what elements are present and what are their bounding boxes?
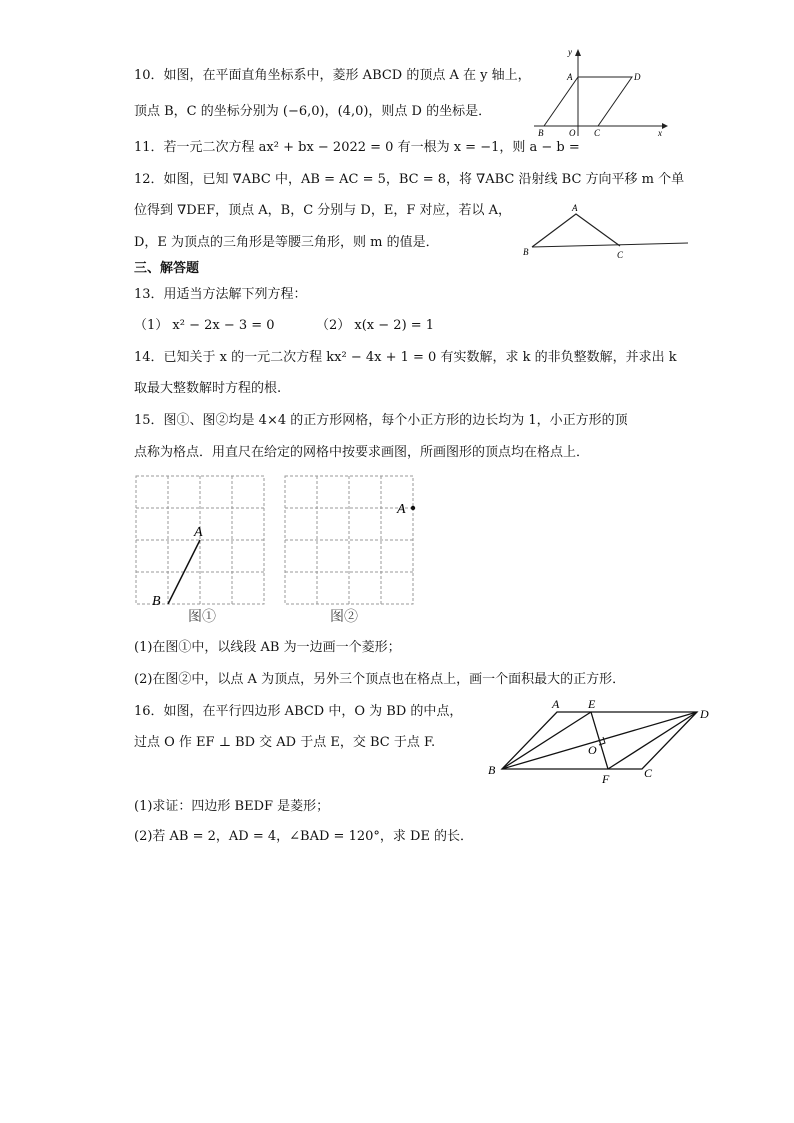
label-y: y (568, 47, 572, 57)
q12-line-2: 位得到 ∇DEF，顶点 A，B，C 分别与 D，E，F 对应，若以 A， (134, 203, 512, 218)
q12-line-3: D，E 为顶点的三角形是等腰三角形，则 m 的值是． (134, 235, 439, 250)
q13-stem: 13．用适当方法解下列方程： (134, 287, 307, 302)
label-b: B (538, 128, 544, 138)
q15-part-2: (2)在图②中，以点 A 为顶点，另外三个顶点也在格点上，画一个面积最大的正方形． (134, 672, 626, 687)
segment-be (502, 712, 591, 769)
y-axis-arrow (575, 49, 581, 56)
label-b: B (488, 763, 496, 777)
q16-line-2: 过点 O 作 EF ⊥ BD 交 AD 于点 E，交 BC 于点 F. (134, 735, 436, 750)
fig1-label-b: B (152, 594, 161, 609)
label-f: F (602, 772, 610, 786)
fig1-label-a: A (194, 525, 203, 540)
label-e: E (588, 697, 596, 711)
segment-ef (591, 712, 608, 769)
q14-line-2: 取最大整数解时方程的根. (134, 381, 282, 396)
label-c: C (594, 128, 601, 138)
q14-line-1: 14．已知关于 x 的一元二次方程 kx² − 4x + 1 = 0 有实数解，求 k 的非负整数解，并求出 k (134, 350, 677, 365)
label-a: A (552, 697, 560, 711)
label-b: B (523, 247, 529, 257)
q16-part-1: (1)求证：四边形 BEDF 是菱形； (134, 799, 330, 814)
q10-line-1: 10．如图，在平面直角坐标系中，菱形 ABCD 的顶点 A 在 y 轴上， (134, 68, 531, 83)
section-heading: 三、解答题 (134, 261, 200, 276)
ray-bc (532, 243, 688, 247)
q10-line-2: 顶点 B，C 的坐标分别为 (−6,0)，(4,0)，则点 D 的坐标是． (134, 104, 492, 119)
fig2-point-a (411, 506, 415, 510)
q12-triangle-figure (520, 200, 692, 262)
q12-line-1: 12．如图，已知 ∇ABC 中，AB = AC = 5，BC = 8，将 ∇ABC 沿射线 BC 方向平移 m 个单 (134, 172, 685, 187)
label-d: D (634, 72, 641, 82)
label-a: A (572, 203, 578, 213)
fig2-caption: 图② (330, 610, 358, 625)
label-a: A (567, 72, 573, 82)
q15-line-1: 15．图①、图②均是 4×4 的正方形网格，每个小正方形的边长均为 1，小正方形的顶 (134, 413, 628, 428)
q13-part-2: （2） x(x − 2) = 1 (316, 318, 435, 333)
grid-2 (285, 476, 413, 604)
fig2-label-a: A (397, 502, 406, 517)
q15-line-2: 点称为格点．用直尺在给定的网格中按要求画图，所画图形的顶点均在格点上． (134, 445, 590, 460)
rhombus-abcd (544, 77, 632, 126)
q16-line-1: 16．如图，在平行四边形 ABCD 中，O 为 BD 的中点， (134, 704, 463, 719)
q16-parallelogram-figure (484, 694, 720, 788)
label-c: C (644, 766, 653, 780)
label-o: O (569, 128, 576, 138)
q10-coordinate-figure (530, 46, 670, 138)
q11-line: 11．若一元二次方程 ax² + bx − 2022 = 0 有一根为 x = −1，则 a − b = (134, 140, 580, 155)
label-x: x (658, 128, 662, 138)
segment-df (608, 712, 697, 769)
q15-part-1: (1)在图①中，以线段 AB 为一边画一个菱形； (134, 640, 401, 655)
label-d: D (700, 707, 709, 721)
label-c: C (617, 250, 624, 260)
fig1-caption: 图① (188, 610, 216, 625)
q13-part-1: （1） x² − 2x − 3 = 0 (134, 318, 275, 333)
q15-grid-figures (130, 470, 430, 630)
label-o: O (588, 743, 597, 757)
x-axis-arrow (662, 123, 668, 129)
triangle-abc (532, 214, 620, 247)
q16-part-2: (2)若 AB = 2，AD = 4，∠BAD = 120°，求 DE 的长． (134, 829, 474, 844)
